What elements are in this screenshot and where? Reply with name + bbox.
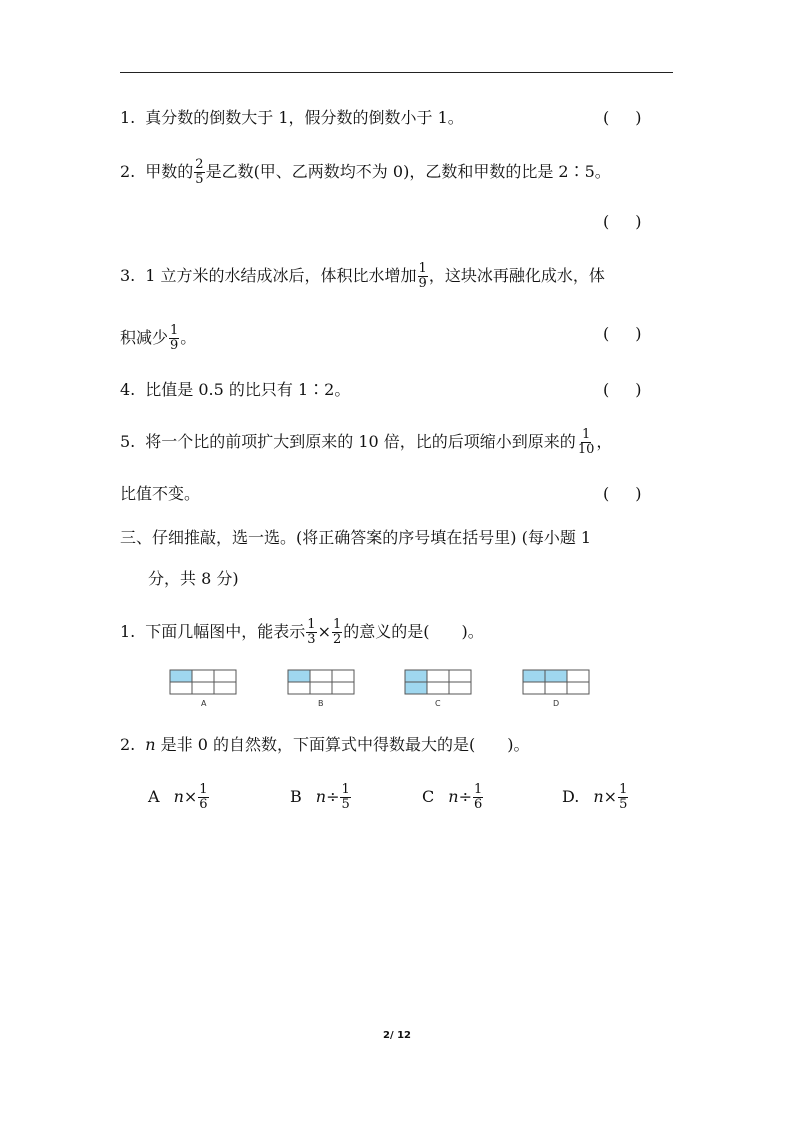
figure-b[interactable] (287, 669, 355, 695)
grid-cell (332, 670, 354, 682)
item-number: 2. (120, 735, 136, 754)
figure-c[interactable] (404, 669, 472, 695)
grid-cell (192, 682, 214, 694)
fraction: $\frac{1}{6}$ (199, 782, 208, 812)
item-number: 1. (120, 108, 136, 127)
judge-item-4: 4. 比值是 0.5 的比只有 1∶2。 (120, 380, 351, 399)
fraction: $\frac{1}{5}$ (619, 782, 628, 812)
shaded-cell (170, 670, 192, 682)
answer-paren-5[interactable]: ( ) (603, 484, 642, 503)
section-heading: 三、仔细推敲，选一选。(将正确答案的序号填在括号里) (每小题 1 (120, 528, 592, 547)
grid-cell (567, 682, 589, 694)
grid-cell (192, 670, 214, 682)
fraction: $\frac{1}{9}$ (418, 261, 427, 291)
shaded-cell (545, 670, 567, 682)
item-number: 1. (120, 622, 136, 641)
fraction: $\frac{1}{2}$ (332, 617, 342, 647)
judge-item-3: 3. 1 立方米的水结成冰后，体积比水增加 $\frac{1}{9}$ ，这块冰再融化成水，体 (120, 261, 605, 291)
choice-question-2: 2. n 是非 0 的自然数，下面算式中得数最大的是( )。 (120, 735, 530, 754)
item-number: 2. (120, 162, 136, 181)
judge-item-5-line2: 比值不变。 (120, 484, 201, 503)
shaded-cell (288, 670, 310, 682)
fraction: $\frac{1}{5}$ (341, 782, 350, 812)
grid-cell (332, 682, 354, 694)
grid-cell (449, 670, 471, 682)
grid-cell (214, 670, 236, 682)
choice-question-1: 1. 下面几幅图中，能表示 $\frac{1}{3}$ × $\frac{1}{2}$ 的意义的是( )。 (120, 617, 484, 647)
page-number: 2/ 12 (382, 1030, 411, 1041)
grid-cell (523, 682, 545, 694)
option-b[interactable]: B n÷ $\frac{1}{5}$ (290, 782, 350, 812)
figure-d[interactable] (522, 669, 590, 695)
grid-figure (169, 669, 237, 695)
answer-paren-2[interactable]: ( ) (603, 212, 642, 231)
answer-paren-3[interactable]: ( ) (603, 324, 642, 343)
fraction: $\frac{1}{10}$ (577, 427, 595, 457)
figure-d-label: D (553, 699, 560, 708)
shaded-cell (405, 670, 427, 682)
grid-cell (310, 670, 332, 682)
judge-item-3-line2: 积减少 $\frac{1}{9}$ 。 (120, 323, 197, 353)
item-number: 3. (120, 266, 136, 285)
fraction: $\frac{2}{5}$ (195, 157, 204, 187)
fraction: $\frac{1}{3}$ (307, 617, 316, 647)
answer-paren-4[interactable]: ( ) (603, 380, 642, 399)
option-d[interactable]: D. n× $\frac{1}{5}$ (562, 782, 628, 812)
figure-a-label: A (201, 699, 207, 708)
option-c[interactable]: C n÷ $\frac{1}{6}$ (422, 782, 483, 812)
grid-cell (449, 682, 471, 694)
fraction: $\frac{1}{6}$ (473, 782, 483, 812)
item-text: 真分数的倒数大于 1，假分数的倒数小于 1。 (145, 108, 464, 127)
grid-cell (567, 670, 589, 682)
figure-c-label: C (435, 699, 441, 708)
grid-figure (522, 669, 590, 695)
grid-figure (287, 669, 355, 695)
grid-cell (310, 682, 332, 694)
grid-cell (427, 670, 449, 682)
grid-figure (404, 669, 472, 695)
top-rule (120, 72, 673, 73)
item-number: 5. (120, 432, 136, 451)
figure-a[interactable] (169, 669, 237, 695)
item-number: 4. (120, 380, 136, 399)
fraction: $\frac{1}{9}$ (170, 323, 179, 353)
shaded-cell (405, 682, 427, 694)
grid-cell (545, 682, 567, 694)
judge-item-2: 2. 甲数的 $\frac{2}{5}$ 是乙数(甲、乙两数均不为 0)，乙数和甲数的比是 2∶5。 (120, 157, 611, 187)
figure-b-label: B (318, 699, 324, 708)
grid-cell (427, 682, 449, 694)
option-a[interactable]: A n× $\frac{1}{6}$ (148, 782, 208, 812)
judge-item-1 (120, 108, 464, 128)
judge-item-5: 5. 将一个比的前项扩大到原来的 10 倍，比的后项缩小到原来的 $\frac{1}{10}$ ， (120, 427, 613, 457)
grid-cell (214, 682, 236, 694)
grid-cell (170, 682, 192, 694)
grid-cell (288, 682, 310, 694)
answer-paren-1[interactable]: ( ) (603, 108, 642, 127)
shaded-cell (523, 670, 545, 682)
section-heading-line2: 分，共 8 分) (148, 569, 239, 588)
